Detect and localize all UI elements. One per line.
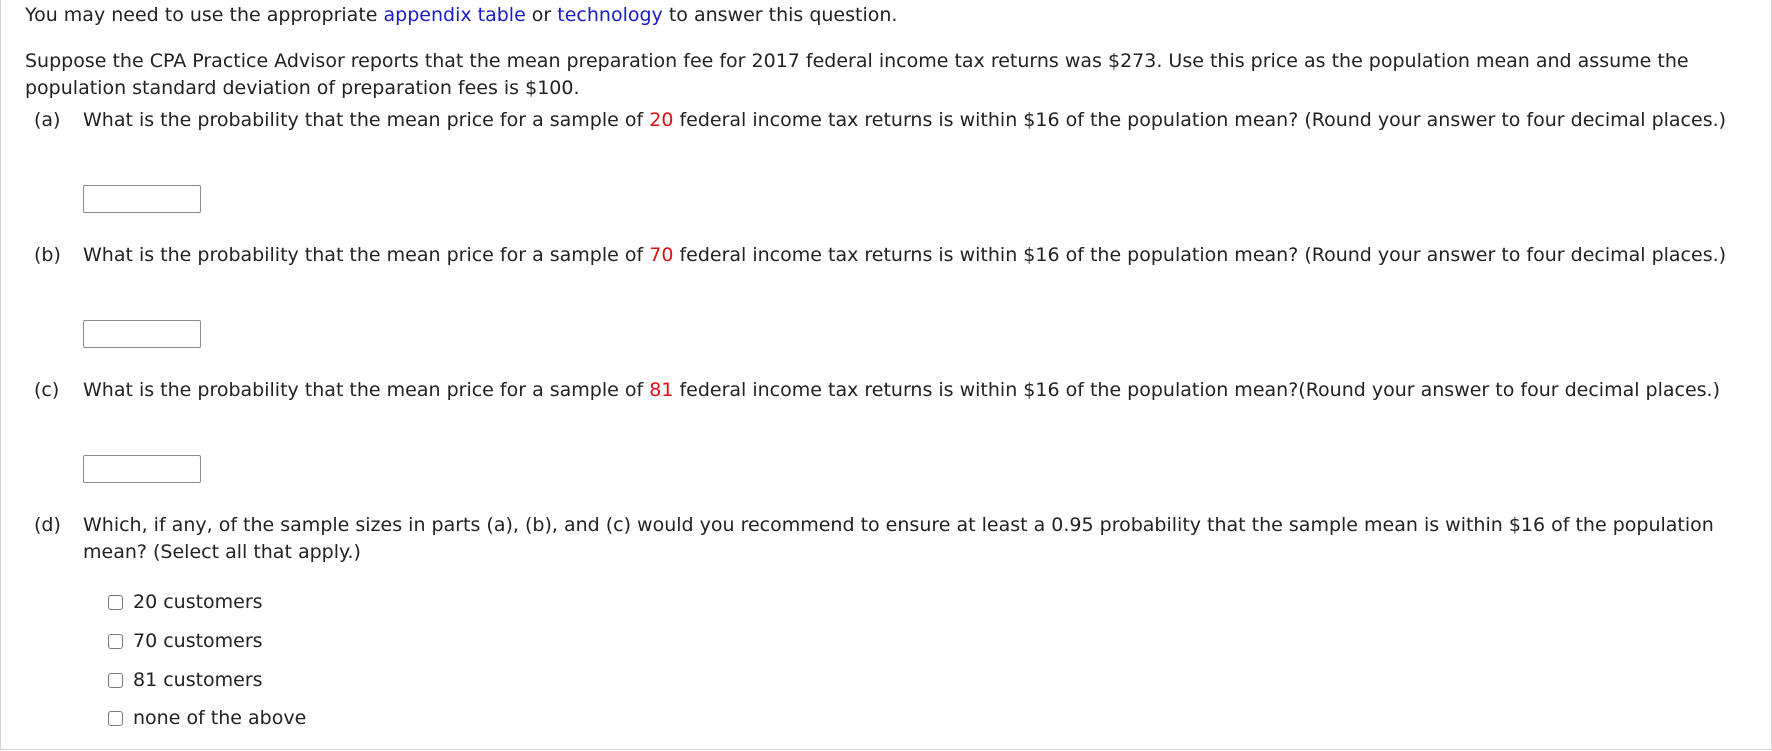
part-a-label: (a)	[34, 109, 61, 131]
part-b-after: federal income tax returns is within $16 of the population mean? (Round your answer to four decimal places.)	[673, 244, 1727, 266]
intro-text	[25, 2, 897, 29]
option-81-checkbox[interactable]	[108, 673, 123, 688]
appendix-table-link[interactable]: appendix table	[383, 4, 526, 26]
part-b-before: What is the probability that the mean price for a sample of	[83, 244, 650, 266]
part-d-question: Which, if any, of the sample sizes in parts (a), (b), and (c) would you recommend to ensure at least a 0.95 probability that the sample mean is within $16 of the population mean? (Select all that apply.)	[83, 514, 1714, 563]
part-c-before: What is the probability that the mean price for a sample of	[83, 379, 650, 401]
option-81-customers[interactable]	[108, 667, 263, 694]
part-d	[34, 512, 1744, 566]
part-c-sample-size: 81	[649, 379, 674, 401]
part-b-sample-size: 70	[649, 244, 674, 266]
scenario-text: Suppose the CPA Practice Advisor reports that the mean preparation fee for 2017 federal income tax returns was $273. Use this price as the population mean and assume the population standard deviation of preparation fees is $100.	[25, 50, 1689, 99]
part-c-after: federal income tax returns is within $16 of the population mean?(Round your answer to four decimal places.)	[673, 379, 1721, 401]
option-81-label: 81 customers	[133, 669, 263, 691]
technology-link[interactable]: technology	[557, 4, 663, 26]
part-b-question	[83, 242, 1744, 269]
option-20-checkbox[interactable]	[108, 595, 123, 610]
part-a-answer-input[interactable]	[83, 185, 201, 213]
option-70-label: 70 customers	[133, 630, 263, 652]
part-c-answer-input[interactable]	[83, 455, 201, 483]
part-d-label: (d)	[34, 514, 61, 536]
part-a-question	[83, 107, 1744, 134]
option-none-checkbox[interactable]	[108, 711, 123, 726]
intro-before: You may need to use the appropriate	[25, 4, 384, 26]
part-c	[34, 377, 1744, 404]
intro-after: to answer this question.	[662, 4, 898, 26]
part-a-before: What is the probability that the mean price for a sample of	[83, 109, 650, 131]
intro-between: or	[525, 4, 558, 26]
option-20-customers[interactable]	[108, 589, 263, 616]
part-a-sample-size: 20	[649, 109, 674, 131]
option-70-checkbox[interactable]	[108, 634, 123, 649]
part-b	[34, 242, 1744, 269]
option-none-of-the-above[interactable]	[108, 705, 306, 732]
part-c-question	[83, 377, 1744, 404]
part-b-label: (b)	[34, 244, 61, 266]
option-20-label: 20 customers	[133, 591, 263, 613]
option-70-customers[interactable]	[108, 628, 263, 655]
part-a-after: federal income tax returns is within $16 of the population mean? (Round your answer to four decimal places.)	[673, 109, 1727, 131]
option-none-label: none of the above	[133, 707, 307, 729]
part-a	[34, 107, 1744, 134]
part-c-label: (c)	[34, 379, 60, 401]
part-b-answer-input[interactable]	[83, 320, 201, 348]
